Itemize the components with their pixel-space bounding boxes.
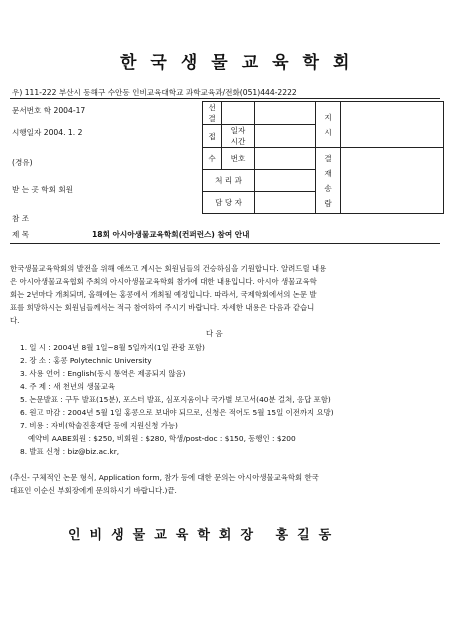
list-item: 예약비 AABE회원 : $250, 비회원 : $280, 학생/post-doc : $150, 동행인 : $200 [28,434,296,443]
instruction-cell: 지 시 [316,102,341,148]
box-cell-date-time: 일자 시간 [222,125,255,148]
sign-cell: 결 재 송 람 [316,148,341,214]
box-cell-sun: 선 결 [203,102,222,125]
list-item: 1. 일 시 : 2004년 8월 1일~8월 5일까지(1일 관광 포함) [20,343,205,352]
doc-number: 문서번호 학 2004-17 [12,106,86,115]
reference: 참 조 [12,214,30,223]
page-title: 한국생물교육학회 [120,53,364,73]
recipient: 받 는 곳 학회 회원 [12,185,74,194]
box-cell-person: 담 당 자 [203,192,255,214]
intro-paragraph: 한국생물교육학회의 발전을 위해 애쓰고 계시는 회원님들의 건승하심을 기원합니다. 알려드릴 내용 은 아시아생물교육협회 주최의 아시아생물교육학회 참가에 대한 내용입니다. 아시아 생물교육학 회는 2년마다 개최되며, 올해에는 홍콩에서 개최될 예정입니다. 따라서, 국제학회에서의 논문 발 표를 희망하시는 회원님들께서는 적극 참여하여 주시기 바랍니다. 자세한 내용은 다음과 같습니 다. [10,264,327,325]
list-item: 5. 논문발표 : 구두 발표(15분), 포스터 발표, 심포지움이나 국가별 보고서(40분 걸쳐, 응답 포함) [20,395,331,404]
list-item: 4. 주 제 : 새 천년의 생물교육 [20,382,116,391]
list-item: 3. 사용 언어 : English(동시 통역은 제공되지 않음) [20,369,186,378]
list-item: 2. 장 소 : 홍콩 Polytechnic University [20,356,152,365]
approval-box [202,101,444,214]
box-cell-jeop: 접 [203,125,222,148]
subject-divider [10,243,440,244]
closing-note: (추신- 구체적인 논문 형식, Application form, 참가 등에 대한 문의는 아시아생물교육학회 한국 대표인 이순신 부회장에게 문의하시기 바랍니다.)끝. [10,473,319,495]
list-item: 8. 발표 신청 : biz@biz.ac.kr, [20,447,120,456]
box-cell-number: 번호 [222,148,255,170]
list-item: 6. 원고 마감 : 2004년 5월 1일 홍콩으로 보내야 되므로, 신청은 적어도 5월 15일 이전까지 요망) [20,408,334,417]
subject: 18회 아시아생물교육학회(컨퍼런스) 참여 안내 [92,230,250,239]
list-item: 7. 비용 : 자비(학술진흥재단 등에 지원신청 가능) [20,421,178,430]
next-heading: 다 음 [206,329,223,338]
box-cell-dept: 처 리 과 [203,170,255,192]
header-divider [10,98,440,99]
detail-list [20,341,334,458]
subject-label: 제 목 [12,230,30,239]
issue-date: 시행일자 2004. 1. 2 [12,128,83,137]
address-line: 우) 111-222 부산시 동해구 수안동 인비교육대학교 과학교육과/전화(051)444-2222 [12,88,297,97]
via: (경유) [12,158,33,167]
box-cell-su: 수 [203,148,222,170]
signature: 인비생물교육학회장 홍길동 [68,528,341,543]
